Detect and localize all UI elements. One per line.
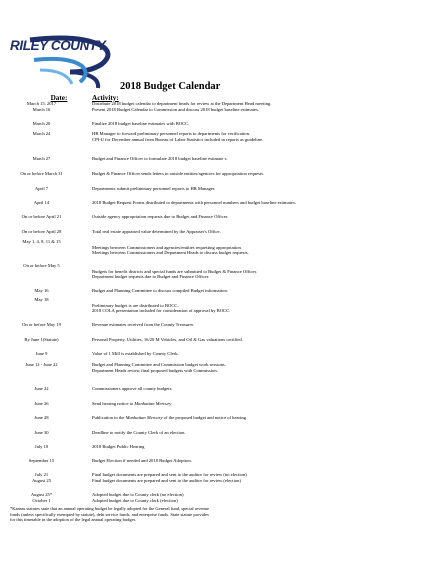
activity-line: Distribute 2018 budget calendar to department heads for review at the Department Head meeting. — [92, 101, 272, 106]
row-date: March 16 — [32, 107, 51, 112]
row-activity — [92, 101, 422, 107]
activity-line: HR Manager to forward preliminary personnel reports to departments for verification. — [92, 131, 251, 136]
activity-line: 2018 Budget Request Forms distributed to departments with personnel numbers and budget baseline estimates. — [92, 200, 296, 205]
row-date: May 18 — [34, 297, 49, 302]
row-activity — [92, 444, 422, 450]
activity-line: Value of 1 Mill is established by County Clerk. — [92, 351, 179, 356]
row-activity — [92, 107, 422, 113]
row-activity — [92, 186, 422, 192]
row-activity — [92, 131, 422, 142]
activity-line: 2018 Budget Public Hearing — [92, 444, 145, 449]
row-activity — [92, 288, 422, 294]
row-activity — [92, 401, 422, 407]
riley-county-logo — [10, 30, 130, 92]
row-activity — [92, 351, 422, 357]
row-date: April 7 — [34, 186, 49, 191]
row-date: June 26 — [34, 401, 49, 406]
activity-line: Revenue estimates received from the County Treasurer. — [92, 322, 194, 327]
activity-line: Budget and Finance Officer to formulate 2018 budget baseline estimate s. — [92, 156, 228, 161]
row-date: April 14 — [33, 200, 50, 205]
activity-line: Adopted budget due to County clerk (election) — [92, 498, 178, 503]
activity-line: Adopted budget due to County clerk (no election) — [92, 492, 184, 497]
activity-line: Preliminary budget is are distributed to BOCC. — [92, 302, 179, 308]
row-date: March 27 — [32, 156, 51, 161]
activity-line: Department Heads review final proposed budgets with Commission. — [92, 367, 218, 373]
footnote — [10, 506, 430, 523]
row-date: May 1, 4, 8, 11 & 15 — [22, 239, 61, 244]
row-activity — [92, 239, 422, 256]
row-activity — [92, 297, 422, 314]
row-activity — [92, 498, 422, 504]
row-activity — [92, 200, 422, 206]
activity-line: Budget and Planning Committee to discuss compiled Budget information. — [92, 288, 228, 293]
activity-line: 2018 COLA presentation included for consideration of approval by BOCC. — [92, 308, 231, 314]
activity-line: Budget and Planning Committee and Commission budget work sessions. — [92, 362, 226, 367]
row-activity — [92, 430, 422, 436]
row-date: March 15, 2017 — [26, 101, 57, 106]
row-activity — [92, 415, 422, 421]
activity-line: Send hearing notice to Manhattan Mercury — [92, 401, 172, 406]
activity-line: Budget Election if needed and 2018 Budget Adoption. — [92, 458, 192, 463]
activity-line: Deadline to notify the County Clerk of an election. — [92, 430, 186, 435]
activity-line: Commissioners approve all county budgets. — [92, 386, 173, 391]
row-date: July 10 — [34, 444, 49, 449]
row-date: June 12 - June 22 — [25, 362, 58, 367]
row-date: June 30 — [34, 430, 49, 435]
row-activity — [92, 386, 422, 392]
row-activity — [92, 229, 422, 235]
activity-line: Final budget documents are prepared and sent to the auditor for review (no election) — [92, 472, 247, 477]
row-activity — [92, 458, 422, 464]
row-date: June 9 — [35, 351, 48, 356]
row-date: August 25* — [30, 492, 53, 497]
row-activity — [92, 214, 422, 220]
activity-line: Budgets for benefit districts and special funds are submitted to Budget & Finance Officer. — [92, 268, 257, 274]
row-activity — [92, 472, 422, 478]
row-date: On or before April 21 — [21, 214, 62, 219]
activity-column-header: Activity: — [92, 94, 119, 102]
footnote-line: funds (unless specifically exempted by statute), debt service funds, and enterprise funds. State statute provides — [10, 511, 209, 517]
activity-line: Publication in the Manhattan Mercury of the proposed budget and notice of hearing. — [92, 415, 248, 420]
page-title: 2018 Budget Calendar — [120, 81, 221, 92]
row-date: On or before May 19 — [22, 322, 61, 327]
row-date: By June 1(Statute) — [24, 337, 59, 342]
date-column-header: Date: — [50, 94, 68, 102]
row-date: May 16 — [34, 288, 49, 293]
row-date: August 25 — [31, 478, 51, 483]
row-activity — [92, 263, 422, 280]
row-date: October 1 — [32, 498, 51, 503]
row-date: March 20 — [32, 121, 51, 126]
activity-line: CPI-U for December annual from Bureau of Labor Statistics included in reports as guideline. — [92, 136, 264, 142]
row-activity — [92, 337, 422, 343]
row-date: On or before April 28 — [21, 229, 62, 234]
row-date: June 28 — [34, 415, 49, 420]
row-date: March 24 — [32, 131, 51, 136]
row-activity — [92, 322, 422, 328]
activity-line: Present 2018 Budget Calendar to Commission and discuss 2018 budget baseline estimates. — [92, 107, 259, 112]
row-date: September 15 — [28, 458, 55, 463]
activity-line: Meetings between Commissioners and Department Heads to discuss budget requests. — [92, 250, 249, 256]
row-activity — [92, 362, 422, 373]
row-activity — [92, 121, 422, 127]
activity-line: Outside agency appropriation requests due to Budget and Finance Officer. — [92, 214, 229, 219]
activity-line: Budget & Finance Officer sends letters to outside entities/agencies for appropriation requests. — [92, 171, 265, 176]
logo-text: RILEY COUNTY — [10, 38, 106, 53]
row-date: On or before March 31 — [20, 171, 63, 176]
row-activity — [92, 492, 422, 498]
row-date: On or before May 5 — [23, 263, 60, 268]
row-activity — [92, 156, 422, 162]
row-date: June 22 — [34, 386, 49, 391]
activity-line: Meetings between Commissioners and agencies/entities requesting appropriation. — [92, 244, 242, 250]
footnote-line: for this timetable in the adoption of the legal annual operating budget. — [10, 517, 136, 523]
row-activity — [92, 171, 422, 177]
row-activity — [92, 478, 422, 484]
activity-line: Final budget documents are prepared and sent to the auditor for review (election) — [92, 478, 241, 483]
activity-line: Departments submit preliminary personnel reports to HR Manager. — [92, 186, 216, 191]
activity-line: Total real estate appraised value determined by the Appraiser's Office. — [92, 229, 221, 234]
row-date: July 21 — [34, 472, 49, 477]
activity-line: Finalize 2018 budget baseline estimates with BOCC. — [92, 121, 190, 126]
activity-line: Department budget requests due to Budget and Finance Officer. — [92, 274, 210, 280]
footnote-line: *Kansas statutes state that an annual operating budget be legally adopted for the General fund, special revenue — [10, 506, 210, 511]
activity-line: Personal Property, Utilities, 16/20 M Vehicles, and Oil & Gas valuations certified. — [92, 337, 243, 342]
